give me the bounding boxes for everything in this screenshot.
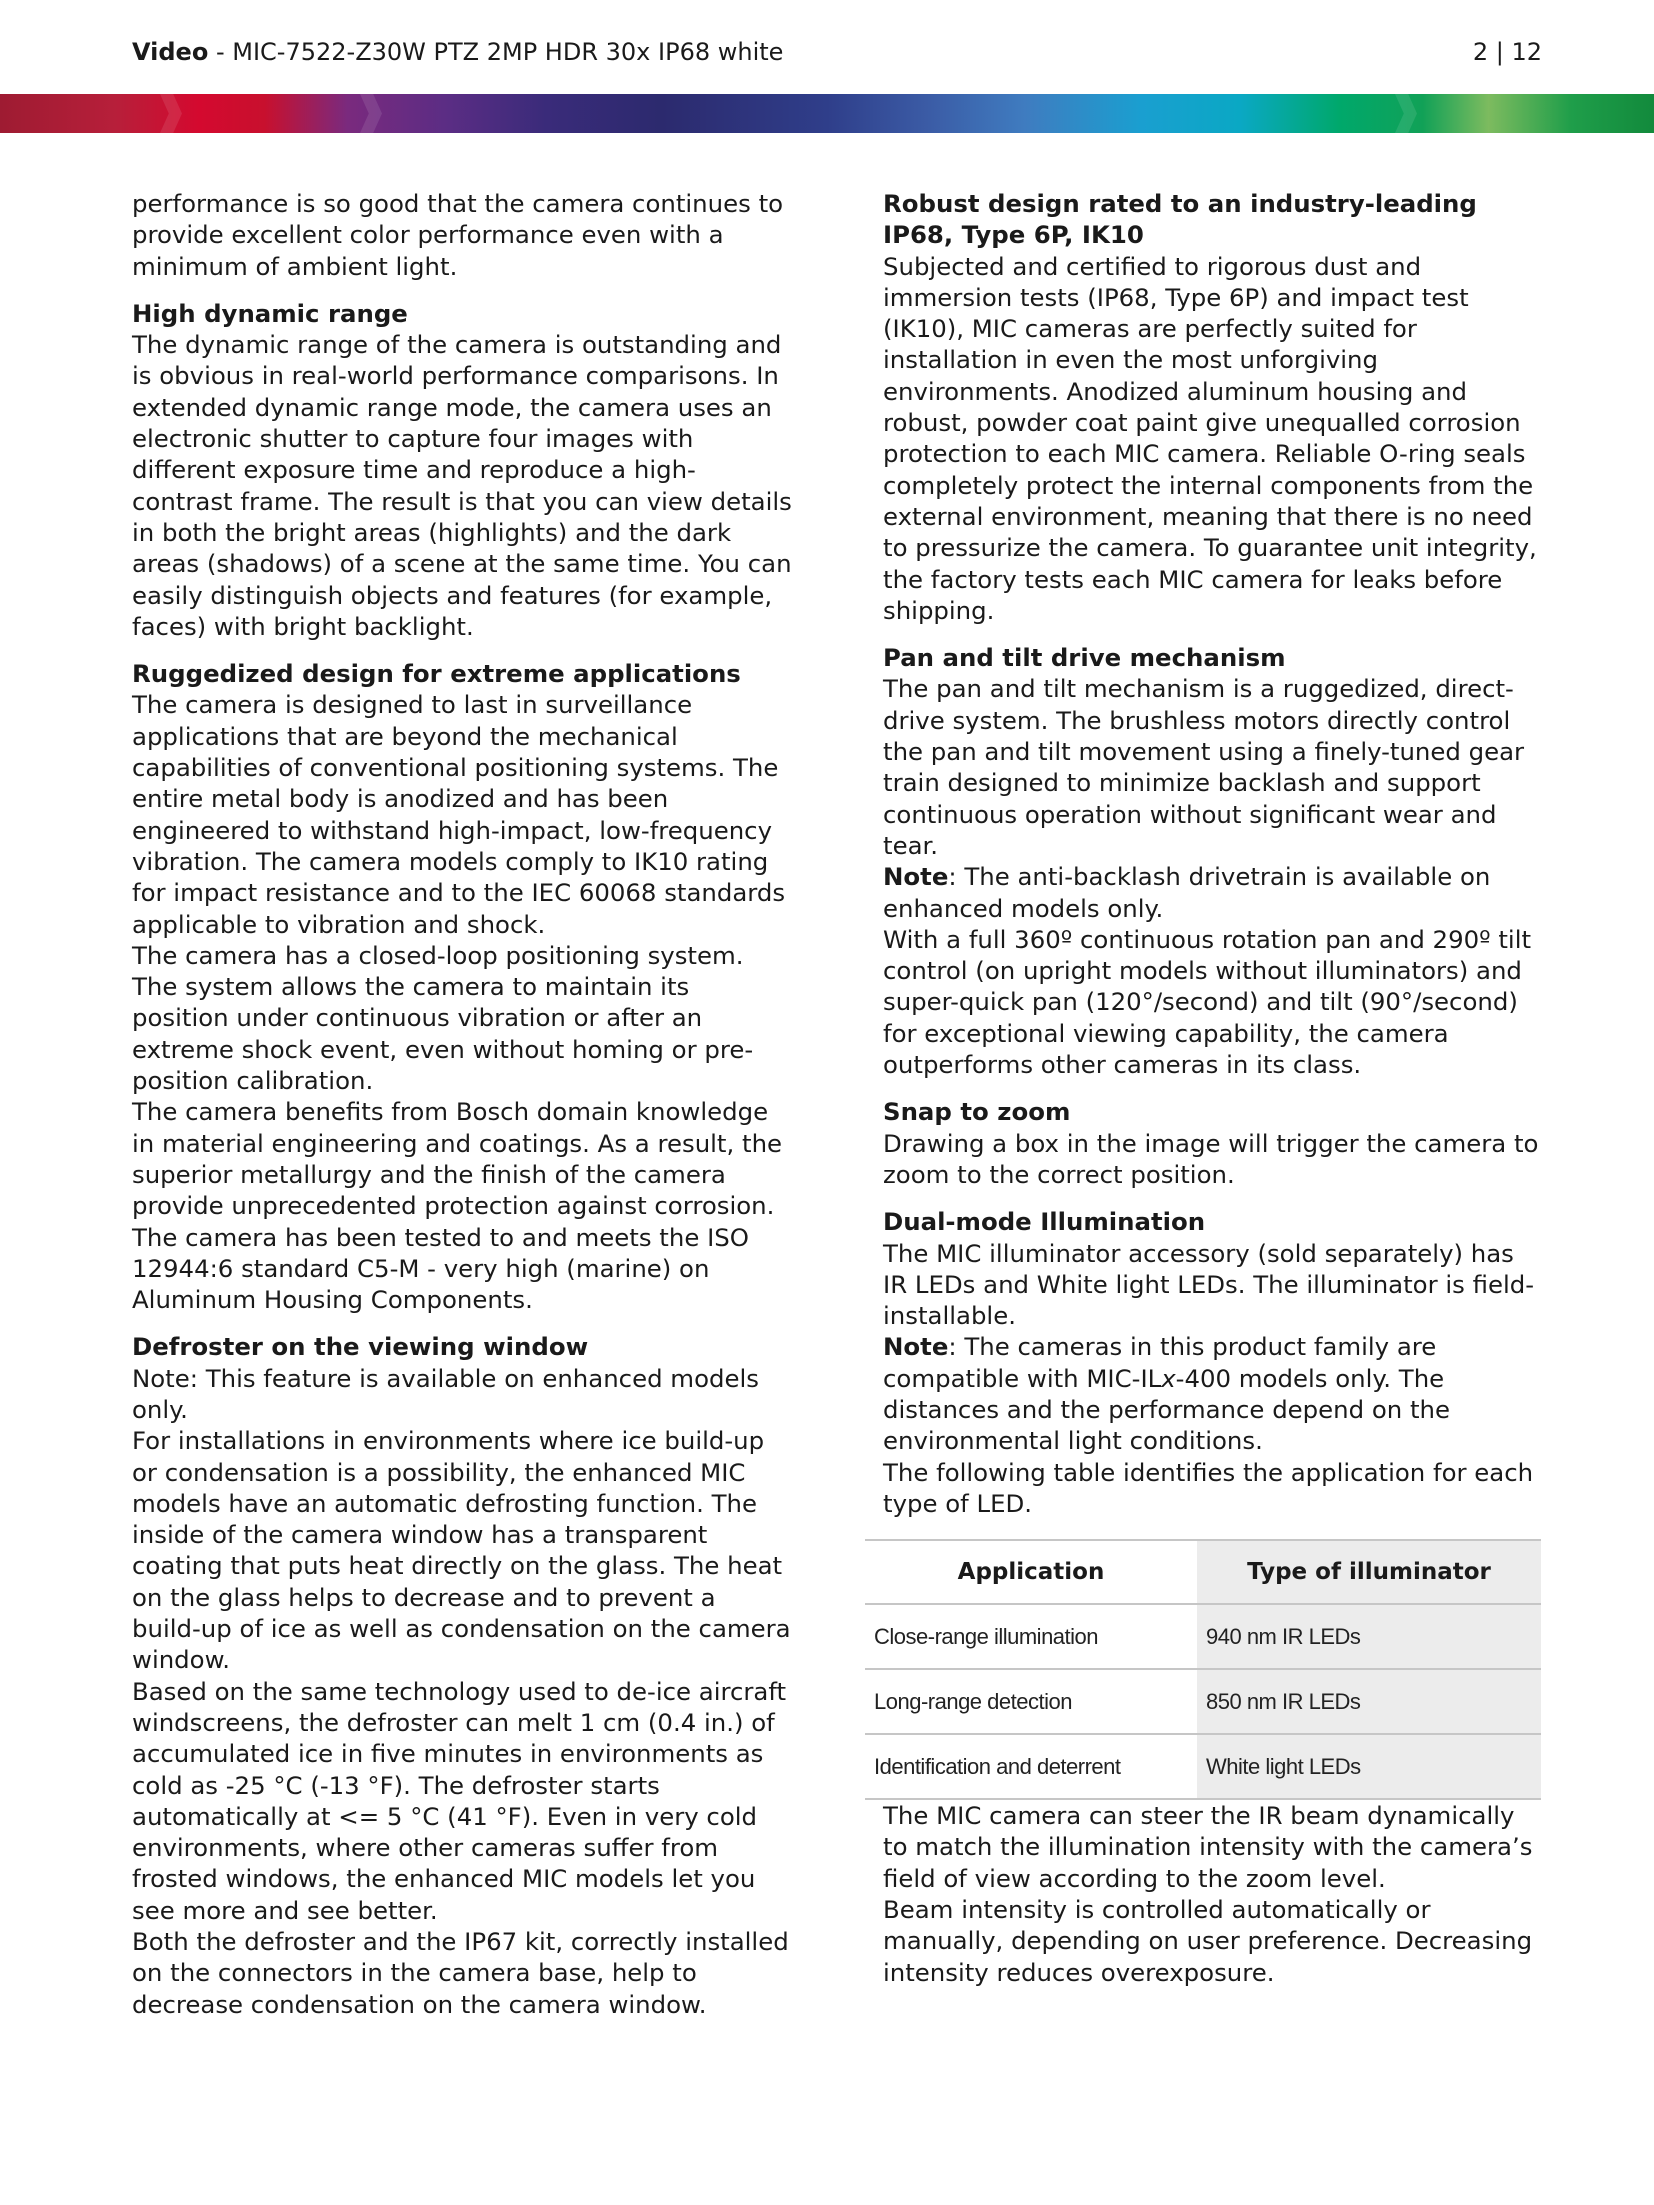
- cell-application: Identification and deterrent: [865, 1734, 1197, 1799]
- illuminator-table: [865, 1539, 1541, 1800]
- stripe-chevron: [1395, 94, 1417, 133]
- intro-paragraph: performance is so good that the camera continues to provide excellent color performance even with a minimum of ambient light.: [132, 189, 784, 281]
- brand-color-stripe: [0, 94, 1654, 133]
- note-text: -400 models only. The distances and the performance depend on the environmental light conditions.: [883, 1363, 1451, 1456]
- section-paragraph: With a full 360º continuous rotation pan and 290º tilt control (on upright models without illuminators) and super-quick pan (120°/second) and tilt (90°/second) for exceptional viewing capability, the camera outperforms other cameras in its class.: [883, 924, 1532, 1080]
- section-paragraph: For installations in environments where ice build-up or condensation is a possibility, the enhanced MIC models have an automatic defrosting function. The inside of the camera window has a transparent coating that puts heat directly on the glass. The heat on the glass helps to decrease and to prevent a build-up of ice as well as condensation on the camera window.: [132, 1426, 791, 1675]
- right-column: [874, 188, 1543, 1988]
- section-paragraph: Both the defroster and the IP67 kit, correctly installed on the connectors in the camera base, help to decrease condensation on the camera window.: [132, 1927, 789, 2019]
- note-variable: x: [1161, 1363, 1176, 1393]
- cell-application: Long-range detection: [865, 1669, 1197, 1734]
- note-text: : The anti-backlash drivetrain is available on enhanced models only.: [883, 862, 1491, 923]
- section-paragraph: Note: This feature is available on enhanced models only.: [132, 1363, 759, 1424]
- section-pan-tilt: [883, 642, 1543, 1080]
- section-paragraph: The camera is designed to last in surveillance applications that are beyond the mechanical capabilities of conventional positioning systems. The entire metal body is anodized and has been engineered to withstand high-impact, low-frequency vibration. The camera models comply to IK10 rating for impact resistance and to the IEC 60068 standards applicable to vibration and shock.: [132, 690, 786, 939]
- section-paragraph: The camera benefits from Bosch domain knowledge in material engineering and coatings. As a result, the superior metallurgy and the finish of the camera provide unprecedented protection against corrosion. The camera has been tested to and meets the ISO 12944:6 standard C5-M - very high (marine) on Aluminum Housing Components.: [132, 1097, 783, 1315]
- section-high-dynamic-range: [132, 298, 792, 642]
- stripe-chevron: [160, 94, 182, 133]
- cell-illuminator: White light LEDs: [1197, 1734, 1541, 1799]
- section-defroster: [132, 1331, 792, 2020]
- header-category: Video: [132, 38, 209, 66]
- note-text: : The cameras in this product family are compatible with MIC-IL: [883, 1332, 1437, 1393]
- section-heading: Defroster on the viewing window: [132, 1332, 589, 1362]
- section-heading: Dual-mode Illumination: [883, 1207, 1206, 1237]
- section-paragraph: The MIC illuminator accessory (sold separately) has IR LEDs and White light LEDs. The illuminator is field-installable.: [883, 1238, 1535, 1331]
- note-paragraph: [883, 1331, 1543, 1456]
- section-heading: Robust design rated to an industry-leading IP68, Type 6P, IK10: [883, 189, 1477, 250]
- section-snap-to-zoom: [883, 1096, 1543, 1190]
- page-number: 2 | 12: [1472, 38, 1542, 66]
- section-ruggedized-design: [132, 658, 792, 1315]
- note-paragraph: [883, 861, 1543, 924]
- section-paragraph: The following table identifies the application for each type of LED.: [883, 1457, 1534, 1518]
- column-header-application: Application: [865, 1540, 1197, 1604]
- table-row: [865, 1669, 1541, 1734]
- section-paragraph: Subjected and certified to rigorous dust and immersion tests (IP68, Type 6P) and impact test (IK10), MIC cameras are perfectly suited for installation in even the most unforgiving environments. Anodized aluminum housing and robust, powder coat paint give unequalled corrosion protection to each MIC camera. Reliable O-ring seals completely protect the internal components from the external environment, meaning that there is no need to pressurize the camera. To guarantee unit integrity, the factory tests each MIC camera for leaks before shipping.: [883, 251, 1537, 625]
- section-paragraph: The dynamic range of the camera is outstanding and is obvious in real-world performance comparisons. In extended dynamic range mode, the camera uses an electronic shutter to capture four images with different exposure time and reproduce a high-contrast frame. The result is that you can view details in both the bright areas (highlights) and the dark areas (shadows) of a scene at the same time. You can easily distinguish objects and features (for example, faces) with bright backlight.: [132, 330, 792, 641]
- section-paragraph: Drawing a box in the image will trigger the camera to zoom to the correct position.: [883, 1128, 1539, 1189]
- section-dual-mode-illumination: [874, 1206, 1543, 1988]
- table-row: [865, 1604, 1541, 1669]
- section-paragraph: The MIC camera can steer the IR beam dynamically to match the illumination intensity with the camera’s field of view according to the zoom level.: [883, 1801, 1533, 1893]
- section-paragraph: Beam intensity is controlled automatically or manually, depending on user preference. Decreasing intensity reduces overexposure.: [883, 1895, 1533, 1987]
- header-product-title: - MIC-7522-Z30W PTZ 2MP HDR 30x IP68 white: [208, 38, 784, 66]
- table-header-row: [865, 1540, 1541, 1604]
- section-robust-design: [883, 188, 1543, 626]
- page-header: [132, 34, 1542, 70]
- table-row: [865, 1734, 1541, 1799]
- section-paragraph: The pan and tilt mechanism is a ruggedized, direct-drive system. The brushless motors directly control the pan and tilt movement using a finely-tuned gear train designed to minimize backlash and support continuous operation without significant wear and tear.: [883, 674, 1525, 860]
- note-label: Note: [883, 1332, 949, 1362]
- section-heading: Ruggedized design for extreme applications: [132, 659, 741, 689]
- section-paragraph: Based on the same technology used to de-ice aircraft windscreens, the defroster can melt 1 cm (0.4 in.) of accumulated ice in five minutes in environments as cold as -25 °C (-13 °F). The defroster starts automatically at <= 5 °C (41 °F). Even in very cold environments, where other cameras suffer from frosted windows, the enhanced MIC models let you see more and see better.: [132, 1676, 787, 1925]
- section-heading: High dynamic range: [132, 298, 408, 328]
- section-paragraph: The camera has a closed-loop positioning system. The system allows the camera to maintain its position under continuous vibration or after an extreme shock event, even without homing or pre-position calibration.: [132, 940, 754, 1096]
- left-column: [132, 188, 792, 2020]
- cell-application: Close-range illumination: [865, 1604, 1197, 1669]
- column-header-illuminator: Type of illuminator: [1197, 1540, 1541, 1604]
- cell-illuminator: 940 nm IR LEDs: [1197, 1604, 1541, 1669]
- stripe-chevron: [360, 94, 382, 133]
- section-heading: Snap to zoom: [883, 1097, 1071, 1127]
- note-label: Note: [883, 862, 949, 892]
- section-heading: Pan and tilt drive mechanism: [883, 643, 1286, 673]
- cell-illuminator: 850 nm IR LEDs: [1197, 1669, 1541, 1734]
